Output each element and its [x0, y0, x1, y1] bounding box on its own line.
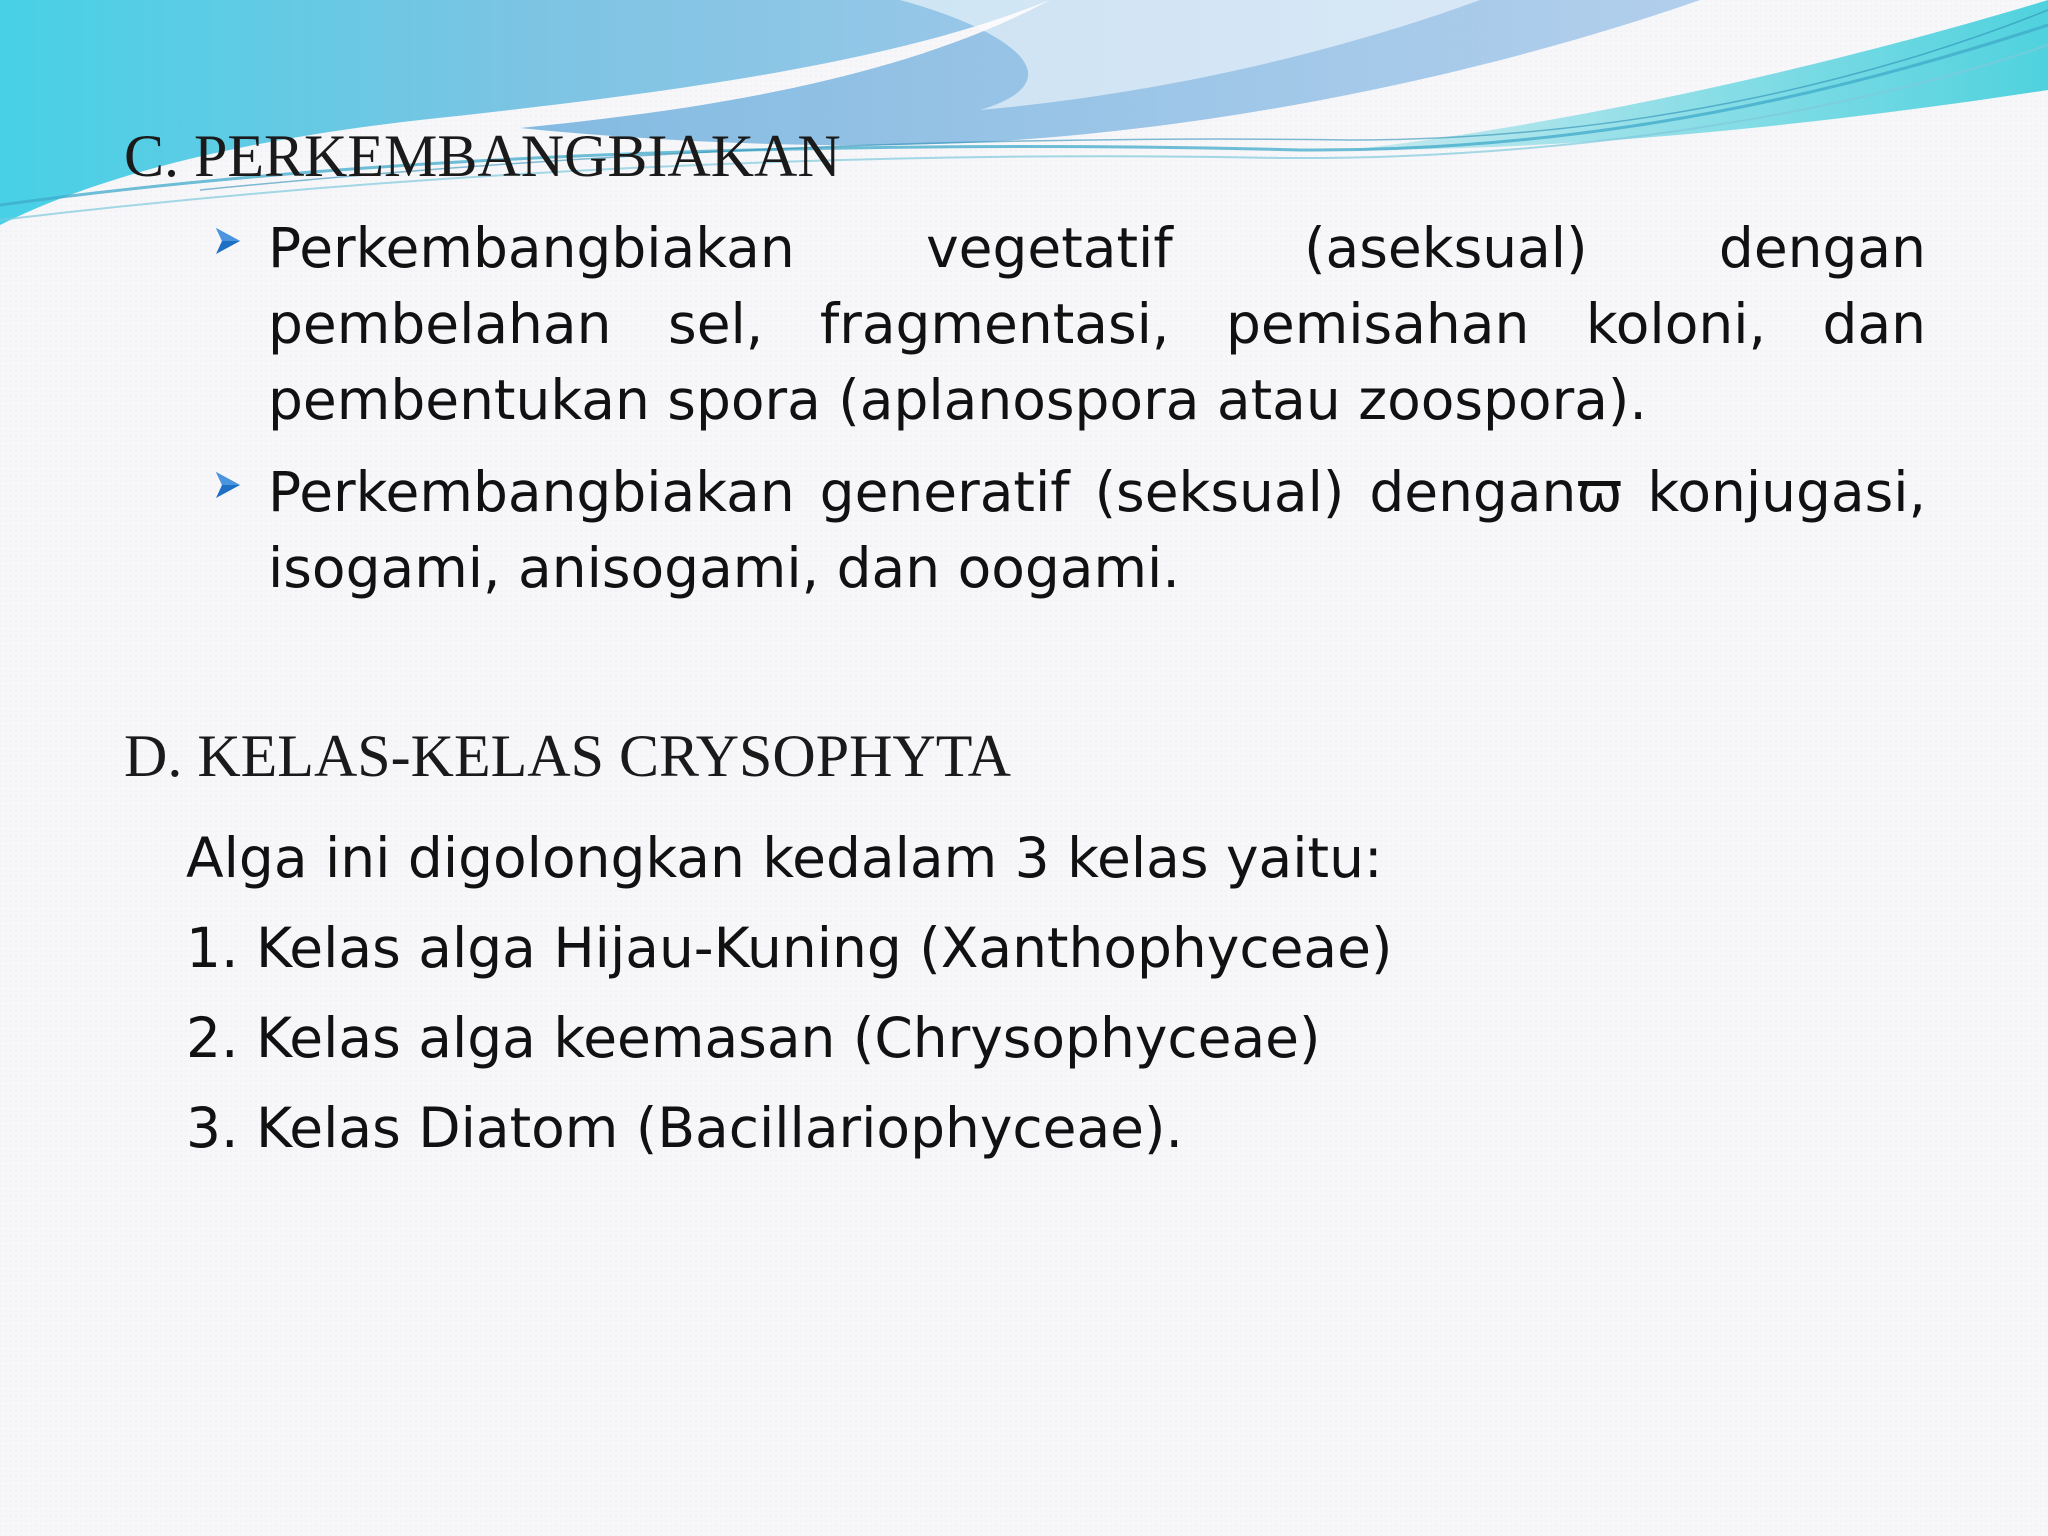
section-heading-kelas-crysophyta: D. KELAS-KELAS CRYSOPHYTA	[124, 723, 1011, 789]
bullet-item	[210, 210, 1926, 440]
arrowhead-bullet-icon	[210, 224, 244, 258]
arrowhead-bullet-icon	[210, 468, 244, 502]
class-list-item: 3. Kelas Diatom (Bacillariophyceae).	[186, 1096, 1183, 1160]
bullet-item	[210, 454, 1926, 604]
section-heading-perkembangbiakan: C. PERKEMBANGBIAKAN	[124, 123, 841, 189]
bullet-text: Perkembangbiakan vegetatif (aseksual) dengan pembelahan sel, fragmentasi, pemisahan koloni, dan pembentukan spora (aplanospora atau zoospora).	[268, 216, 1926, 432]
class-list-item: 2. Kelas alga keemasan (Chrysophyceae)	[186, 1006, 1321, 1070]
bullet-text: Perkembangbiakan generatif (seksual) denganϖ konjugasi, isogami, anisogami, dan oogami.	[268, 460, 1926, 600]
intro-text: Alga ini digolongkan kedalam 3 kelas yaitu:	[186, 826, 1383, 890]
class-list-item: 1. Kelas alga Hijau-Kuning (Xanthophyceae)	[186, 916, 1393, 980]
